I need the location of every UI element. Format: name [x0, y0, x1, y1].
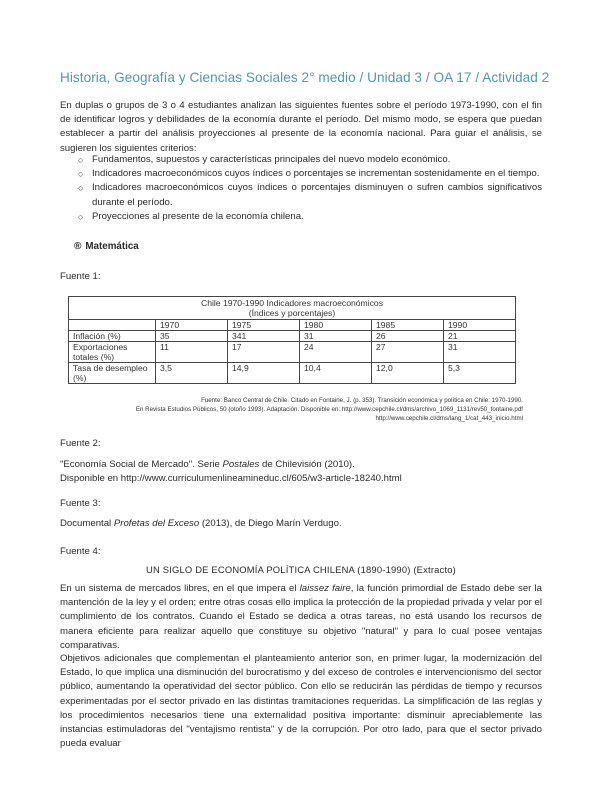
- table-corner-cell: [69, 320, 156, 331]
- table-header-row: [69, 320, 516, 331]
- table-row: Tasa de desempleo (%) 3,5 14,9 10,4 12,0 5,3: [69, 363, 516, 384]
- source-3-text: Documental Profetas del Exceso (2013), de Diego Marín Verdugo.: [60, 518, 342, 529]
- year-header: 1980: [300, 320, 372, 331]
- year-header: 1990: [444, 320, 516, 331]
- source-3-label: Fuente 3:: [60, 498, 101, 509]
- bullet-icon: ○: [78, 155, 84, 165]
- year-header: 1985: [372, 320, 444, 331]
- source-4-title: UN SIGLO DE ECONOMÍA POLÍTICA CHILENA (1890-1990) (Extracto): [145, 564, 456, 575]
- subject-tag: [74, 241, 139, 252]
- table-caption: Chile 1970-1990 Indicadores macroeconómicos (Índices y porcentajes): [69, 297, 516, 320]
- page-title: Historia, Geografía y Ciencias Sociales 2° medio / Unidad 3 / OA 17 / Actividad 2: [60, 70, 550, 85]
- criteria-item: ○ Proyecciones al presente de la economía chilena.: [60, 210, 542, 224]
- source-4-label: Fuente 4:: [60, 546, 101, 557]
- criteria-item: ○ Fundamentos, supuestos y características principales del nuevo modelo económico.: [60, 153, 542, 167]
- subject-icon: ®: [74, 241, 82, 252]
- source-1-label: Fuente 1:: [60, 271, 101, 282]
- year-header: 1975: [228, 320, 300, 331]
- source-2-label: Fuente 2:: [60, 438, 101, 449]
- source-4-paragraph-2: Objetivos adicionales que complementan el planteamiento anterior son, en primer lugar, la modernización del Estado, lo que implica una disminución del burocratismo y del exceso de controles e intervencionismo del sector público, aumentando la operatividad del sector público. Con ello se reducirán las pérdidas de tiempo y recursos experimentadas por el sector privado en las distintas tramitaciones requeridas. La simplificación de las reglas y los procedimientos necesarios tiene una externalidad positiva importante: disminuir apreciablemente las instancias estimuladoras del "ventajismo rentista" y de la corrupción. Por otro lado, para que el sector privado pueda evaluar: [60, 653, 542, 750]
- macroeconomic-table: [68, 296, 516, 384]
- bullet-icon: ○: [78, 183, 84, 194]
- bullet-icon: ○: [78, 169, 84, 180]
- table-credit: Fuente: Banco Central de Chile. Citado en Fontaine, J. (p. 353). Transición económica y política en Chile: 1970-1990. En Revista Estudios Públicos, 50 (otoño 1993). Adaptación. Disponible en: http://www.cepchile.cl/dms/archivo_1069_1131/rev50_fontaine.pdf http://www.cepchile.cl/dms/lang_1/cat_443_inicio.html: [135, 397, 523, 422]
- source-4-paragraph-1: En un sistema de mercados libres, en el que impera el laissez faire, la función primordial de Estado debe ser la mantención de la ley y el orden; entre otras cosas ello implica la protección de la propiedad privada y velar por el cumplimiento de los contratos. Cuando el Estado se dedica a otras tareas, no está usando los recursos de manera eficiente para realizar aquello que constituye su objetivo "natural" y para lo cual posee ventajas comparativas.: [60, 583, 543, 651]
- year-header: 1970: [156, 320, 228, 331]
- row-label: Exportaciones totales (%): [69, 342, 156, 363]
- table-row: Inflación (%) 35 341 31 26 21: [69, 331, 516, 342]
- bullet-icon: ○: [78, 211, 84, 222]
- row-label: Inflación (%): [69, 331, 156, 342]
- criteria-list: [60, 153, 542, 224]
- table-row: Exportaciones totales (%) 11 17 24 27 31: [69, 342, 516, 363]
- row-label: Tasa de desempleo (%): [69, 363, 156, 384]
- intro-paragraph: En duplas o grupos de 3 o 4 estudiantes analizan las siguientes fuentes sobre el período 1973-1990, con el fin de identificar logros y debilidades de la economía durante el período. Del mismo modo, se espera que puedan establecer a partir del análisis proyecciones al presente de la economía nacional. Para guiar el análisis, se sugieren los siguientes criterios:: [60, 100, 542, 154]
- subject-label: Matemática: [85, 241, 139, 252]
- source-2-text: "Economía Social de Mercado". Serie Postales de Chilevisión (2010). Disponible en http://www.curriculumenlineamineduc.cl/605/w3-article-18240.html: [60, 459, 402, 485]
- criteria-item: ○ Indicadores macroeconómicos cuyos índices o porcentajes se incrementan sostenidamente en el tiempo.: [60, 167, 542, 181]
- criteria-item: ○ Indicadores macroeconómicos cuyos índices o porcentajes disminuyen o sufren cambios significativos durante el período.: [78, 182, 542, 208]
- source-2-link[interactable]: Disponible en http://www.curriculumenlineamineduc.cl/605/w3-article-18240.html: [60, 473, 402, 485]
